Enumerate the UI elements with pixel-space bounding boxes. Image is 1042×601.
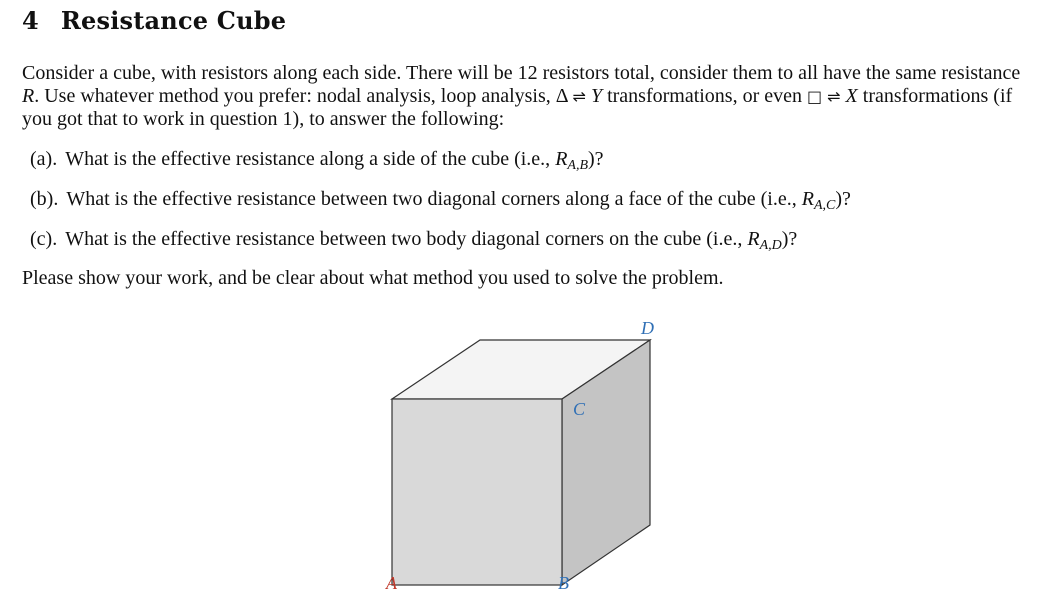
delta-symbol: Δ [555, 85, 568, 107]
question-b-subscript: A,C [813, 198, 836, 213]
corner-label-a: A [386, 573, 397, 593]
question-c-end: )? [781, 228, 798, 250]
math-X: X [845, 85, 858, 107]
question-b-label: (b). [30, 188, 59, 210]
question-b-text: What is the effective resistance between two diagonal corners along a face of the cube (i.e., [66, 188, 802, 210]
question-c [22, 228, 1022, 257]
question-c-R: R [747, 228, 760, 250]
section-heading [22, 6, 286, 35]
equilibrium-arrow: ⇌ [572, 87, 586, 106]
math-Y: Y [590, 85, 603, 107]
corner-label-c: C [573, 399, 586, 419]
cube-figure [370, 315, 690, 599]
intro-text-3: transformations, or even [602, 85, 808, 107]
question-a-end: )? [588, 148, 604, 170]
intro-text-4: transformations (if you got that to work in question 1), to answer the following: [22, 85, 1013, 130]
question-c-label: (c). [30, 228, 58, 250]
question-c-text: What is the effective resistance between two body diagonal corners on the cube (i.e., [65, 228, 748, 250]
corner-label-d: D [641, 318, 654, 338]
section-number: 4 [22, 6, 39, 35]
question-a-text: What is the effective resistance along a side of the cube (i.e., [65, 148, 556, 170]
corner-label-b: B [558, 573, 569, 593]
intro-text-1: Consider a cube, with resistors along each side. There will be 12 resistors total, consider them to all have the same resistance [22, 62, 1021, 84]
section-title: Resistance Cube [60, 6, 287, 35]
math-R: R [22, 85, 35, 107]
closing-instruction: Please show your work, and be clear about what method you used to solve the problem. [22, 267, 724, 289]
intro-paragraph [22, 62, 1022, 131]
question-a [22, 148, 1022, 177]
cube-front-face [392, 399, 562, 585]
question-b-R: R [801, 188, 814, 210]
question-b [22, 188, 1022, 217]
question-a-R: R [555, 148, 568, 170]
question-a-subscript: A,B [567, 158, 589, 173]
square-symbol: □ [807, 87, 823, 106]
question-b-end: )? [835, 188, 851, 210]
question-c-subscript: A,D [759, 238, 782, 253]
question-a-label: (a). [30, 148, 58, 170]
equilibrium-arrow-2: ⇌ [827, 87, 841, 106]
intro-text-2: . Use whatever method you prefer: nodal analysis, loop analysis, [34, 85, 556, 107]
